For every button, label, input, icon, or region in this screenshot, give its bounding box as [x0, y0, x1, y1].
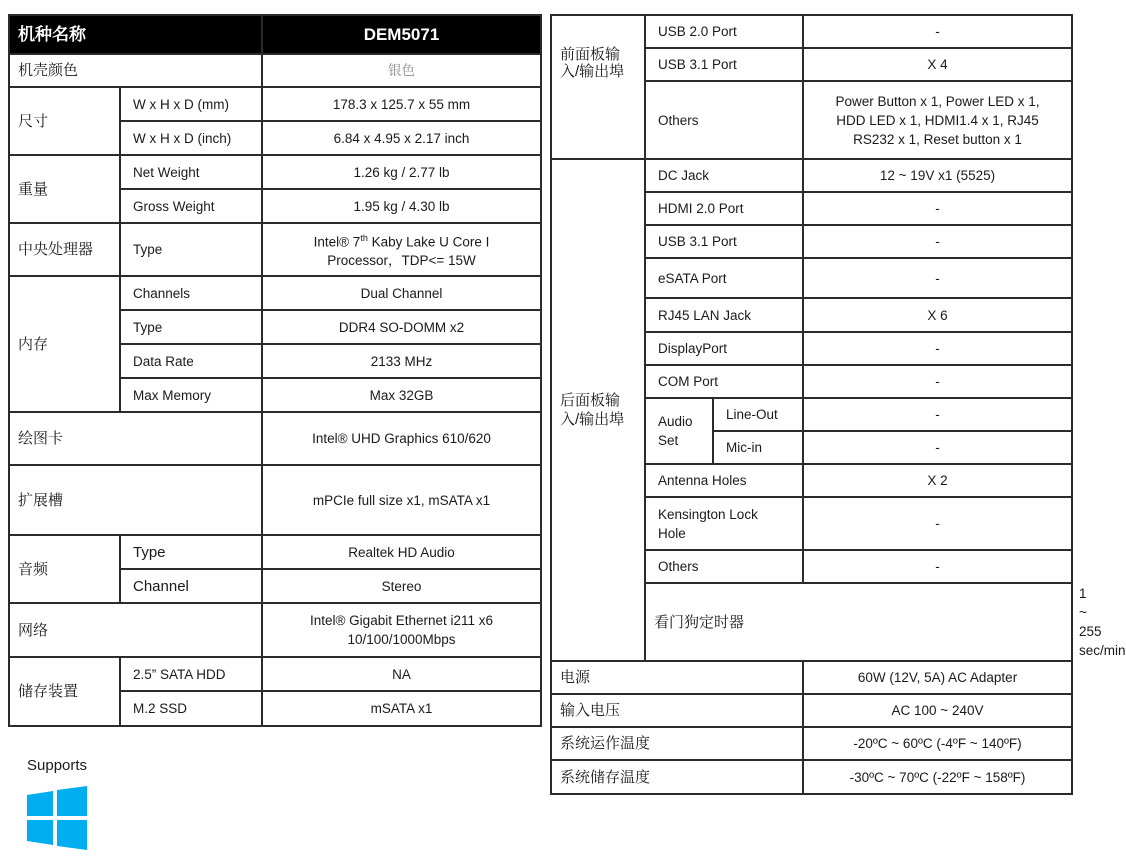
model-row [9, 15, 541, 54]
size-inch-label: W x H x D (inch) [120, 121, 262, 155]
cpu-row [9, 223, 541, 276]
m2-value: mSATA x1 [262, 691, 541, 726]
storage-label: 储存装置 [9, 657, 120, 726]
front-others-line1: Power Button x 1, Power LED x 1, [835, 93, 1040, 109]
front-others-label: Others [645, 81, 803, 159]
model-label: 机种名称 [9, 15, 262, 54]
windows-pane-br [57, 820, 87, 850]
cpu-value-line2: Processor，TDP<= 15W [327, 253, 476, 269]
front-usb31-value: X 4 [803, 48, 1072, 81]
rear-hdmi-value: - [803, 192, 1072, 225]
kensington-line1: Kensington Lock [658, 506, 758, 522]
front-usb20-label: USB 2.0 Port [645, 15, 803, 48]
storage-temp-value: -30ºC ~ 70ºC (-22ºF ~ 158ºF) [803, 760, 1072, 794]
graphics-row [9, 412, 541, 465]
color-row [9, 54, 541, 87]
memory-label: 内存 [9, 276, 120, 412]
rear-antenna-label: Antenna Holes [645, 464, 803, 497]
memory-item-label: Data Rate [120, 344, 262, 378]
windows-pane-bl [27, 820, 53, 845]
rear-hdmi-label: HDMI 2.0 Port [645, 192, 803, 225]
rear-io-label: 后面板输入/输出埠 [551, 159, 645, 661]
audio-set-line1: Audio [658, 414, 693, 429]
input-voltage-value: AC 100 ~ 240V [803, 694, 1072, 727]
rear-micin-value: - [803, 431, 1072, 464]
expansion-value: mPCIe full size x1, mSATA x1 [262, 465, 541, 535]
front-others-value [803, 81, 1072, 159]
rear-micin-label: Mic-in [713, 431, 803, 464]
expansion-label: 扩展槽 [9, 465, 262, 535]
rear-esata-label: eSATA Port [645, 258, 803, 298]
op-temp-row [551, 727, 1072, 760]
graphics-label: 绘图卡 [9, 412, 262, 465]
memory-item-label: Type [120, 310, 262, 344]
front-usb20-row [551, 15, 1072, 48]
memory-item-value: DDR4 SO-DOMM x2 [262, 310, 541, 344]
rear-antenna-value: X 2 [803, 464, 1072, 497]
rear-rj45-label: RJ45 LAN Jack [645, 298, 803, 332]
network-label: 网络 [9, 603, 262, 657]
left-spec-table [8, 14, 542, 727]
rear-kensington-label [645, 497, 803, 550]
front-others-line2: HDD LED x 1, HDMI1.4 x 1, RJ45 [836, 112, 1039, 128]
audio-type-value: Realtek HD Audio [262, 535, 541, 569]
graphics-value: Intel® UHD Graphics 610/620 [262, 412, 541, 465]
cpu-type-label: Type [120, 223, 262, 276]
op-temp-value: -20ºC ~ 60ºC (-4ºF ~ 140ºF) [803, 727, 1072, 760]
network-row [9, 603, 541, 657]
cpu-value [262, 223, 541, 276]
size-inch-value: 6.84 x 4.95 x 2.17 inch [262, 121, 541, 155]
audio-channel-label: Channel [120, 569, 262, 603]
windows-logo-icon [27, 786, 87, 850]
cpu-value-line1-pre: Intel® 7 [313, 234, 361, 250]
audio-label: 音频 [9, 535, 120, 603]
rear-lineout-value: - [803, 398, 1072, 431]
rear-others-label: Others [645, 550, 803, 583]
expansion-row [9, 465, 541, 535]
rear-dp-value: - [803, 332, 1072, 365]
rear-esata-value: - [803, 258, 1072, 298]
rear-dc-value: 12 ~ 19V x1 (5525) [803, 159, 1072, 192]
color-label: 机壳颜色 [9, 54, 262, 87]
gross-weight-label: Gross Weight [120, 189, 262, 223]
rear-rj45-value: X 6 [803, 298, 1072, 332]
memory-item-value: 2133 MHz [262, 344, 541, 378]
rear-kensington-value: - [803, 497, 1072, 550]
front-io-label: 前面板输入/输出埠 [551, 15, 645, 159]
net-weight-value: 1.26 kg / 2.77 lb [262, 155, 541, 189]
gross-weight-value: 1.95 kg / 4.30 lb [262, 189, 541, 223]
cpu-value-sup: th [360, 232, 368, 243]
weight-label: 重量 [9, 155, 120, 223]
audio-channel-value: Stereo [262, 569, 541, 603]
rear-others-value: - [803, 550, 1072, 583]
network-value [262, 603, 541, 657]
rear-usb31-label: USB 3.1 Port [645, 225, 803, 258]
memory-item-label: Channels [120, 276, 262, 310]
size-mm-label: W x H x D (mm) [120, 87, 262, 121]
windows-pane-tl [27, 791, 53, 816]
hdd-value: NA [262, 657, 541, 691]
rear-com-label: COM Port [645, 365, 803, 398]
storage-temp-label: 系统储存温度 [551, 760, 803, 794]
audio-type-row [9, 535, 541, 569]
hdd-label: 2.5” SATA HDD [120, 657, 262, 691]
memory-item-value: Max 32GB [262, 378, 541, 412]
watchdog-row: 看门狗定时器 1 ~ 255 sec/min [551, 583, 1072, 661]
power-row [551, 661, 1072, 694]
power-value: 60W (12V, 5A) AC Adapter [803, 661, 1072, 694]
model-value: DEM5071 [262, 15, 541, 54]
rear-dc-label: DC Jack [645, 159, 803, 192]
front-others-line3: RS232 x 1, Reset button x 1 [853, 131, 1022, 147]
audio-set-line2: Set [658, 433, 679, 448]
cpu-label: 中央处理器 [9, 223, 120, 276]
rear-audio-set-label [645, 398, 713, 464]
memory-item-label: Max Memory [120, 378, 262, 412]
memory-row [9, 276, 541, 310]
size-mm-value: 178.3 x 125.7 x 55 mm [262, 87, 541, 121]
network-value-line1: Intel® Gigabit Ethernet i211 x6 [309, 613, 494, 628]
front-usb20-value: - [803, 15, 1072, 48]
input-voltage-label: 输入电压 [551, 694, 803, 727]
size-label: 尺寸 [9, 87, 120, 155]
rear-lineout-label: Line-Out [713, 398, 803, 431]
cpu-value-line1-post: Kaby Lake U Core I [367, 234, 490, 250]
m2-label: M.2 SSD [120, 691, 262, 726]
memory-item-value: Dual Channel [262, 276, 541, 310]
size-mm-row [9, 87, 541, 121]
net-weight-label: Net Weight [120, 155, 262, 189]
op-temp-label: 系统运作温度 [551, 727, 803, 760]
hdd-row [9, 657, 541, 691]
net-weight-row [9, 155, 541, 189]
rear-dp-label: DisplayPort [645, 332, 803, 365]
kensington-line2: Hole [658, 525, 686, 541]
audio-type-label: Type [120, 535, 262, 569]
supports-label: Supports [27, 757, 88, 774]
rear-usb31-value: - [803, 225, 1072, 258]
watchdog-label: 看门狗定时器 [645, 583, 1072, 661]
windows-pane-tr [57, 786, 87, 816]
rear-dc-row [551, 159, 1072, 192]
input-voltage-row [551, 694, 1072, 727]
color-value: 银色 [262, 54, 541, 87]
front-usb31-label: USB 3.1 Port [645, 48, 803, 81]
storage-temp-row [551, 760, 1072, 794]
power-label: 电源 [551, 661, 803, 694]
rear-com-value: - [803, 365, 1072, 398]
network-value-line2: 10/100/1000Mbps [347, 632, 456, 647]
right-spec-table [550, 14, 1126, 795]
